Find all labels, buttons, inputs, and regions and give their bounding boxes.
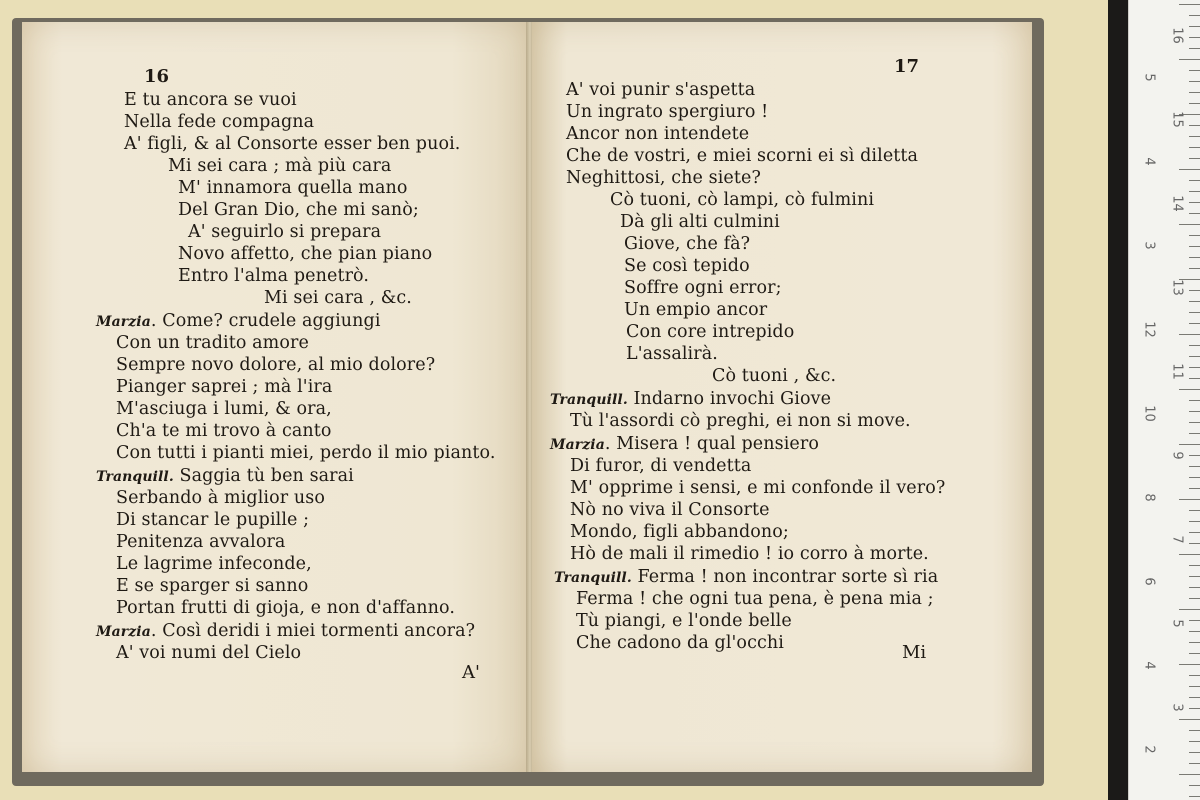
ruler-tick bbox=[1189, 642, 1200, 643]
ruler-tick bbox=[1189, 136, 1200, 137]
speaker-name: Tranquill. bbox=[96, 469, 174, 485]
text-line bbox=[712, 366, 836, 386]
ruler-tick bbox=[1189, 422, 1200, 423]
verse-text: . Misera ! qual pensiero bbox=[604, 434, 819, 454]
verse-text: M' innamora quella mano bbox=[178, 178, 408, 198]
verse-text: E se sparger si sanno bbox=[116, 576, 309, 596]
verse-text: Mi sei cara ; mà più cara bbox=[168, 156, 392, 176]
text-line bbox=[116, 488, 325, 508]
verse-text: Le lagrime infeconde, bbox=[116, 554, 312, 574]
ruler-tick bbox=[1189, 235, 1200, 236]
verse-text: Portan frutti di gioja, e non d'affanno. bbox=[116, 598, 456, 618]
text-line bbox=[124, 134, 460, 154]
ruler-tick bbox=[1189, 455, 1200, 456]
ruler-tick bbox=[1189, 796, 1200, 797]
verse-text: Che cadono da gl'occhi bbox=[576, 633, 784, 653]
text-line bbox=[96, 466, 354, 487]
verse-text: Di stancar le pupille ; bbox=[116, 510, 310, 530]
text-line bbox=[566, 80, 755, 100]
verse-text: Un ingrato spergiuro ! bbox=[566, 102, 769, 122]
text-line bbox=[566, 102, 768, 122]
verse-text: Ferma ! non incontrar sorte sì ria bbox=[631, 567, 939, 587]
ruler-label: 10 bbox=[1141, 405, 1157, 422]
ruler-tick bbox=[1189, 323, 1200, 324]
text-line bbox=[570, 544, 929, 564]
ruler-tick bbox=[1189, 26, 1200, 27]
ruler-label: 11 bbox=[1169, 363, 1185, 380]
verse-text: Indarno invochi Giove bbox=[627, 389, 832, 409]
ruler-tick bbox=[1189, 752, 1200, 753]
left-page bbox=[22, 22, 528, 772]
verse-text: Entro l'alma penetrò. bbox=[178, 266, 370, 286]
verse-text: . Così deridi i miei tormenti ancora? bbox=[150, 621, 476, 641]
text-line bbox=[178, 266, 369, 286]
speaker-name: Marzia bbox=[96, 314, 151, 330]
ruler-tick bbox=[1189, 37, 1200, 38]
text-line bbox=[178, 178, 408, 198]
page-number: 16 bbox=[144, 66, 170, 87]
ruler-tick bbox=[1189, 191, 1200, 192]
verse-text: Un empio ancor bbox=[624, 300, 768, 320]
speaker-name: Tranquill. bbox=[550, 392, 628, 408]
verse-text: Ch'a te mi trovo à canto bbox=[116, 421, 332, 441]
verse-text: Dà gli alti culmini bbox=[620, 212, 780, 232]
ruler-label: 7 bbox=[1169, 535, 1185, 544]
ruler-tick bbox=[1189, 103, 1200, 104]
ruler-tick bbox=[1189, 477, 1200, 478]
speaker-name: Tranquill. bbox=[554, 570, 632, 586]
text-line bbox=[550, 434, 819, 455]
catchword: A' bbox=[462, 662, 480, 683]
text-line bbox=[550, 389, 831, 410]
ruler-tick bbox=[1189, 466, 1200, 467]
verse-text: Con tutti i pianti miei, perdo il mio pianto. bbox=[116, 443, 496, 463]
ruler-tick bbox=[1189, 730, 1200, 731]
ruler-tick bbox=[1189, 48, 1200, 49]
ruler-label: 4 bbox=[1141, 661, 1157, 670]
ruler-label: 3 bbox=[1169, 703, 1185, 712]
verse-text: Tù l'assordi cò preghi, ei non si move. bbox=[570, 411, 911, 431]
ruler-tick bbox=[1189, 81, 1200, 82]
ruler-tick bbox=[1189, 312, 1200, 313]
ruler-tick bbox=[1189, 15, 1200, 16]
verse-text: Tù piangi, e l'onde belle bbox=[576, 611, 792, 631]
ruler-tick bbox=[1189, 587, 1200, 588]
text-line bbox=[96, 621, 475, 642]
verse-text: Di furor, di vendetta bbox=[570, 456, 752, 476]
text-line bbox=[188, 222, 381, 242]
text-line bbox=[570, 411, 911, 431]
ruler-tick bbox=[1189, 510, 1200, 511]
ruler-label: 4 bbox=[1141, 157, 1157, 166]
text-line bbox=[624, 300, 767, 320]
verse-text: Hò de mali il rimedio ! io corro à morte. bbox=[570, 544, 929, 564]
text-line bbox=[124, 90, 297, 110]
ruler-label: 15 bbox=[1169, 111, 1185, 128]
ruler-tick bbox=[1179, 224, 1200, 225]
verse-text: Cò tuoni , &c. bbox=[712, 366, 837, 386]
verse-text: . Come? crudele aggiungi bbox=[150, 311, 381, 331]
verse-text: Con un tradito amore bbox=[116, 333, 309, 353]
ruler-tick bbox=[1189, 785, 1200, 786]
ruler-label: 12 bbox=[1141, 321, 1157, 338]
text-line bbox=[116, 532, 285, 552]
ruler-tick bbox=[1189, 257, 1200, 258]
verse-text: Nella fede compagna bbox=[124, 112, 315, 132]
verse-text: M'asciuga i lumi, & ora, bbox=[116, 399, 332, 419]
ruler-tick bbox=[1189, 488, 1200, 489]
ruler-tick bbox=[1179, 499, 1200, 500]
ruler-tick bbox=[1189, 653, 1200, 654]
ruler-tick bbox=[1189, 708, 1200, 709]
verse-text: Ferma ! che ogni tua pena, è pena mia ; bbox=[576, 589, 934, 609]
ruler-tick bbox=[1189, 147, 1200, 148]
text-line bbox=[168, 156, 391, 176]
verse-text: Pianger saprei ; mà l'ira bbox=[116, 377, 333, 397]
verse-text: Giove, che fà? bbox=[624, 234, 751, 254]
text-line bbox=[624, 234, 750, 254]
text-line bbox=[116, 421, 332, 441]
ruler-tick bbox=[1189, 180, 1200, 181]
ruler-tick bbox=[1179, 169, 1200, 170]
ruler-tick bbox=[1189, 576, 1200, 577]
verse-text: A' figli, & al Consorte esser ben puoi. bbox=[124, 134, 461, 154]
ruler-label: 8 bbox=[1141, 493, 1157, 502]
text-line bbox=[626, 322, 794, 342]
ruler-tick bbox=[1189, 92, 1200, 93]
verse-text: Se così tepido bbox=[624, 256, 750, 276]
ruler-label: 5 bbox=[1169, 619, 1185, 628]
ruler-tick bbox=[1189, 301, 1200, 302]
text-line bbox=[610, 190, 874, 210]
ruler-tick bbox=[1189, 598, 1200, 599]
verse-text: Soffre ogni error; bbox=[624, 278, 782, 298]
text-line bbox=[116, 333, 309, 353]
verse-text: Mondo, figli abbandono; bbox=[570, 522, 789, 542]
text-line bbox=[570, 478, 945, 498]
ruler-tick bbox=[1189, 686, 1200, 687]
ruler-label: 9 bbox=[1169, 451, 1185, 460]
ruler-tick bbox=[1189, 433, 1200, 434]
verse-text: Mi sei cara , &c. bbox=[264, 288, 412, 308]
ruler-tick bbox=[1179, 664, 1200, 665]
ruler-tick bbox=[1189, 411, 1200, 412]
ruler-label: 6 bbox=[1141, 577, 1157, 586]
text-line bbox=[116, 554, 312, 574]
text-line bbox=[116, 510, 309, 530]
verse-text: M' opprime i sensi, e mi confonde il vero? bbox=[570, 478, 946, 498]
ruler-tick bbox=[1189, 521, 1200, 522]
text-line bbox=[570, 522, 789, 542]
measuring-ruler bbox=[1128, 0, 1200, 800]
catchword: Mi bbox=[902, 642, 927, 663]
ruler-label: 13 bbox=[1169, 279, 1185, 296]
ruler-tick bbox=[1189, 345, 1200, 346]
ruler-tick bbox=[1189, 125, 1200, 126]
text-line bbox=[264, 288, 412, 308]
verse-text: A' voi punir s'aspetta bbox=[566, 80, 756, 100]
text-line bbox=[576, 633, 784, 653]
ruler-tick bbox=[1189, 532, 1200, 533]
verse-text: Novo affetto, che pian piano bbox=[178, 244, 433, 264]
verse-text: A' voi numi del Cielo bbox=[116, 643, 302, 663]
ruler-tick bbox=[1179, 389, 1200, 390]
text-line bbox=[116, 377, 332, 397]
text-line bbox=[576, 589, 934, 609]
ruler-label: 14 bbox=[1169, 195, 1185, 212]
speaker-name: Marzia bbox=[96, 624, 151, 640]
ruler-tick bbox=[1189, 158, 1200, 159]
ruler-tick bbox=[1189, 675, 1200, 676]
ruler-tick bbox=[1189, 202, 1200, 203]
text-line bbox=[576, 611, 792, 631]
text-line bbox=[566, 124, 749, 144]
ruler-label: 3 bbox=[1141, 241, 1157, 250]
ruler-tick bbox=[1189, 400, 1200, 401]
verse-text: Con core intrepido bbox=[626, 322, 795, 342]
page-number: 17 bbox=[894, 56, 920, 77]
text-line bbox=[620, 212, 780, 232]
text-line bbox=[116, 355, 435, 375]
text-line bbox=[626, 344, 718, 364]
text-line bbox=[624, 278, 782, 298]
verse-text: Saggia tù ben sarai bbox=[173, 466, 354, 486]
verse-text: Penitenza avvalora bbox=[116, 532, 286, 552]
ruler-label: 5 bbox=[1141, 73, 1157, 82]
text-line bbox=[116, 576, 308, 596]
ruler-tick bbox=[1179, 59, 1200, 60]
ruler-tick bbox=[1189, 378, 1200, 379]
verse-text: A' seguirlo si prepara bbox=[188, 222, 382, 242]
ruler-label: 16 bbox=[1169, 27, 1185, 44]
ruler-tick bbox=[1189, 246, 1200, 247]
text-line bbox=[116, 598, 455, 618]
verse-text: Che de vostri, e miei scorni ei sì diletta bbox=[566, 146, 919, 166]
text-line bbox=[116, 443, 496, 463]
ruler-tick bbox=[1189, 367, 1200, 368]
ruler-tick bbox=[1179, 609, 1200, 610]
text-line bbox=[570, 456, 751, 476]
text-line bbox=[570, 500, 770, 520]
verse-text: Del Gran Dio, che mi sanò; bbox=[178, 200, 419, 220]
text-line bbox=[624, 256, 750, 276]
ruler-tick bbox=[1189, 697, 1200, 698]
text-line bbox=[116, 399, 332, 419]
right-page bbox=[532, 22, 1032, 772]
ruler-tick bbox=[1189, 70, 1200, 71]
verse-text: Neghittosi, che siete? bbox=[566, 168, 761, 188]
verse-text: L'assalirà. bbox=[626, 344, 718, 364]
verse-text: Ancor non intendete bbox=[566, 124, 750, 144]
speaker-name: Marzia bbox=[550, 437, 605, 453]
verse-text: E tu ancora se vuoi bbox=[124, 90, 297, 110]
verse-text: Serbando à miglior uso bbox=[116, 488, 325, 508]
text-line bbox=[566, 146, 918, 166]
ruler-tick bbox=[1189, 620, 1200, 621]
text-line bbox=[124, 112, 314, 132]
text-line bbox=[566, 168, 761, 188]
text-line bbox=[554, 567, 938, 588]
verse-text: Cò tuoni, cò lampi, cò fulmini bbox=[610, 190, 875, 210]
ruler-tick bbox=[1189, 290, 1200, 291]
ruler-label: 2 bbox=[1141, 745, 1157, 754]
text-line bbox=[178, 200, 419, 220]
ruler-tick bbox=[1189, 631, 1200, 632]
text-line bbox=[96, 311, 381, 332]
verse-text: Sempre novo dolore, al mio dolore? bbox=[116, 355, 436, 375]
ruler-tick bbox=[1189, 543, 1200, 544]
ruler-tick bbox=[1179, 554, 1200, 555]
ruler-tick bbox=[1189, 268, 1200, 269]
verse-text: Nò no viva il Consorte bbox=[570, 500, 770, 520]
ruler-tick bbox=[1189, 356, 1200, 357]
ruler-tick bbox=[1189, 741, 1200, 742]
ruler-tick bbox=[1189, 763, 1200, 764]
ruler-tick bbox=[1189, 565, 1200, 566]
text-line bbox=[116, 643, 301, 663]
text-line bbox=[178, 244, 432, 264]
ruler-tick bbox=[1179, 774, 1200, 775]
ruler-tick bbox=[1179, 4, 1200, 5]
ruler-tick bbox=[1179, 334, 1200, 335]
ruler-tick bbox=[1189, 213, 1200, 214]
